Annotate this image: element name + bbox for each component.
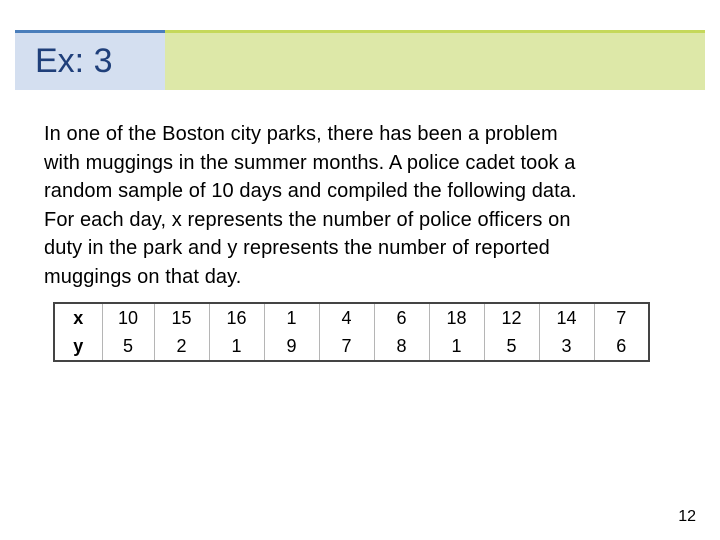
table-cell: 6 — [616, 335, 627, 356]
problem-text — [44, 120, 704, 292]
text-line: In one of the Boston city parks, there has been a problem — [44, 123, 558, 145]
title-bar — [165, 30, 705, 90]
table-cell: 16 — [209, 303, 264, 332]
text-line: duty in the park and y represents the number of reported — [44, 237, 550, 260]
text-line: muggings on that day. — [44, 265, 242, 288]
table-cell: 8 — [374, 332, 429, 361]
table-cell: 12 — [484, 303, 539, 332]
table-cell: 1 — [429, 332, 484, 361]
table-cell: 5 — [102, 332, 154, 361]
table-cell: 18 — [429, 303, 484, 332]
row-header: x — [54, 303, 102, 332]
table-cell: 7 — [616, 307, 627, 328]
table-cell: 15 — [154, 303, 209, 332]
table-cell: 3 — [539, 332, 594, 361]
table-cell: 2 — [154, 332, 209, 361]
table-cell: 5 — [484, 332, 539, 361]
text-line: random sample of 10 days and compiled the following data. — [44, 180, 577, 203]
table-cell: 6 — [374, 303, 429, 332]
slide-title: Ex: 3 — [35, 42, 113, 80]
table-cell: 7 — [319, 332, 374, 361]
table-row-y — [54, 332, 649, 361]
table-cell: 4 — [319, 303, 374, 332]
page-number: 12 — [678, 508, 696, 525]
table-cell: 14 — [539, 303, 594, 332]
table-cell: 9 — [264, 332, 319, 361]
table-cell: 1 — [264, 303, 319, 332]
table-cell: 10 — [102, 303, 154, 332]
title-box — [15, 30, 165, 90]
row-header: y — [54, 332, 102, 361]
data-table — [53, 302, 650, 362]
text-line: For each day, x represents the number of police officers on — [44, 208, 571, 231]
text-line: with muggings in the summer months. A police cadet took a — [44, 151, 576, 174]
table-cell: 1 — [209, 332, 264, 361]
table-row-x — [54, 303, 649, 332]
